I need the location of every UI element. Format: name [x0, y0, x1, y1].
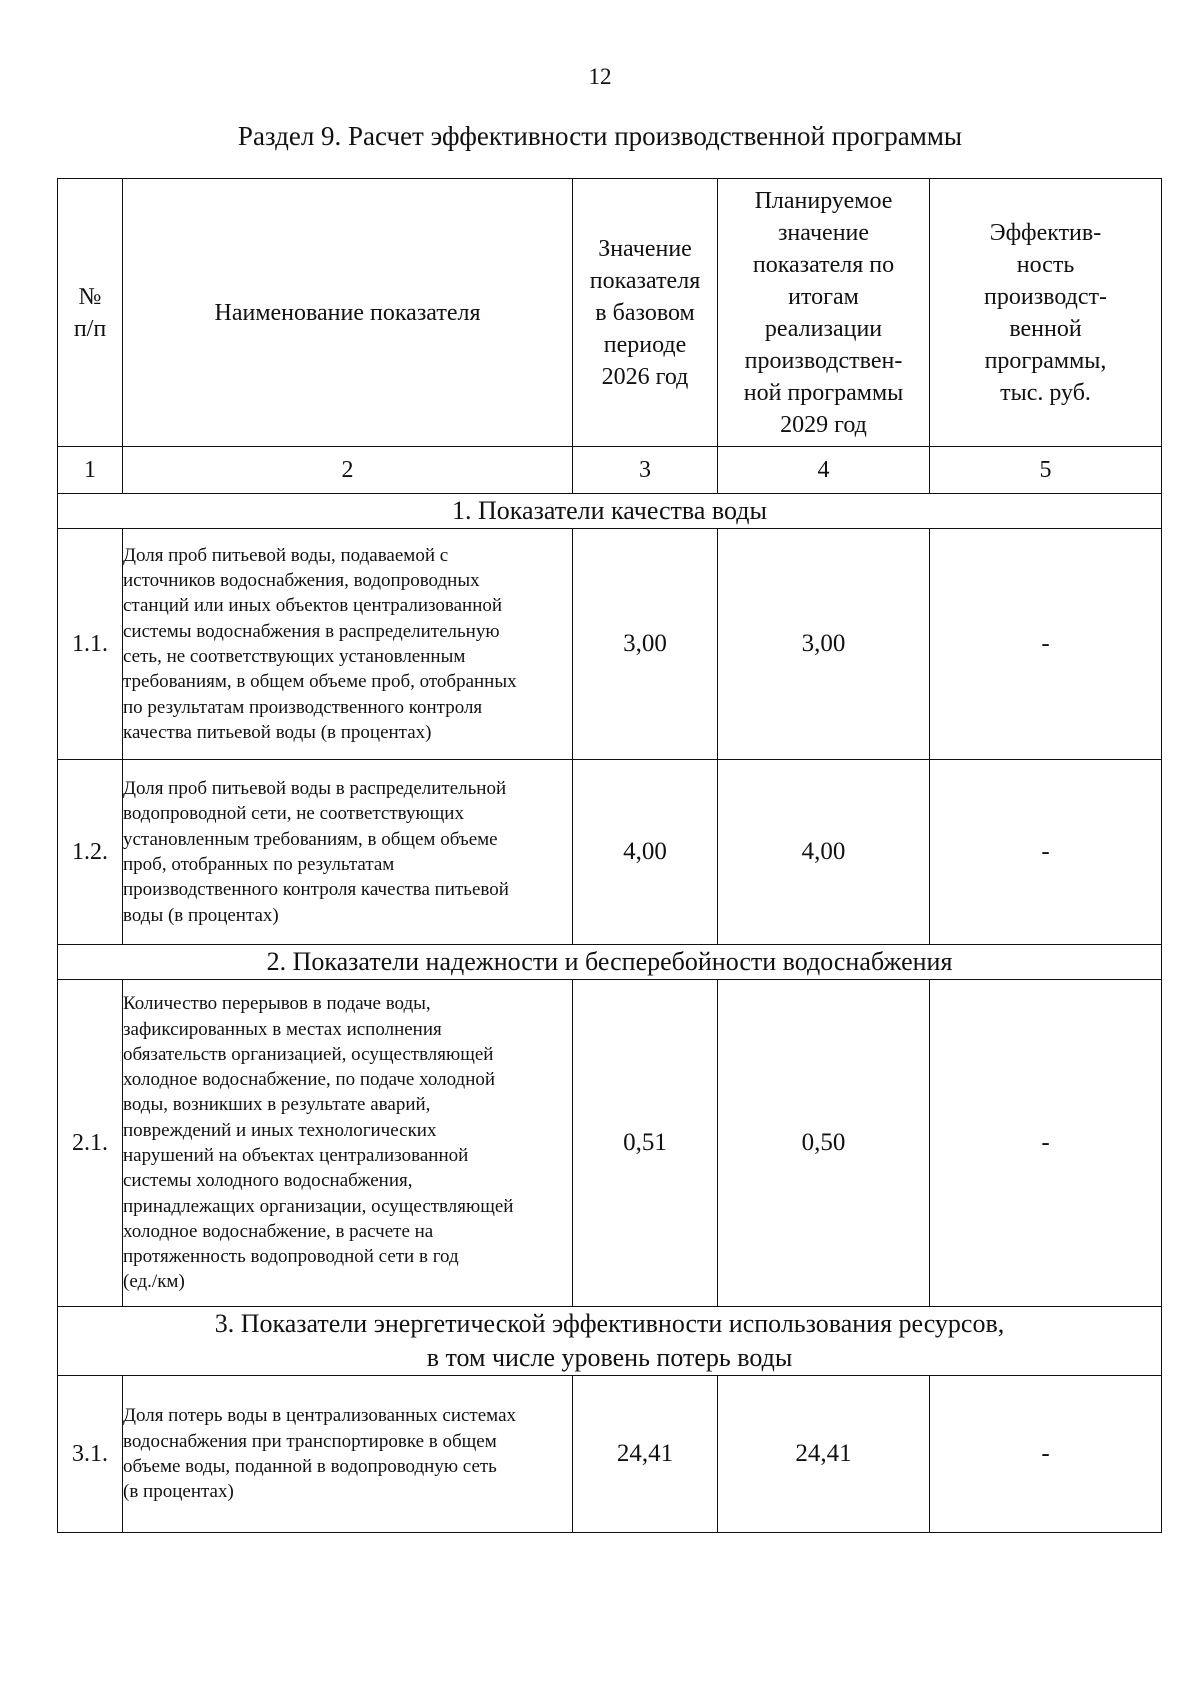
page-number: 12: [588, 64, 612, 89]
header-col-base-value: [573, 179, 718, 447]
text-line: нарушений на объектах централизованной: [123, 1145, 469, 1166]
text-line: повреждений и иных технологических: [123, 1119, 437, 1141]
text-line: 2026 год: [601, 363, 689, 390]
text-line: показателя: [589, 267, 701, 294]
column-number: 4: [718, 447, 930, 494]
planned-value: 0,50: [718, 980, 930, 1307]
category-title: [58, 1307, 1162, 1376]
text-line: (ед./км): [123, 1271, 185, 1293]
text-line: №: [78, 283, 102, 310]
column-number: 2: [123, 447, 573, 494]
column-number: 5: [930, 447, 1162, 494]
efficiency-value: -: [930, 529, 1162, 760]
column-number: 3: [573, 447, 718, 494]
row-number: 1.2.: [58, 760, 123, 945]
category-row: [58, 945, 1162, 980]
indicator-name: [123, 529, 573, 760]
header-col-efficiency: [930, 179, 1162, 447]
indicator-name: [123, 980, 573, 1307]
text-line: холодное водоснабжение, по подаче холодной: [123, 1069, 496, 1091]
text-line: проб, отобранных по результатам: [123, 854, 395, 875]
column-number-row: [58, 447, 1162, 494]
text-line: станций или иных объектов централизованной: [123, 595, 503, 617]
table-row: [58, 980, 1162, 1307]
base-value: 24,41: [573, 1376, 718, 1533]
header-row: [58, 179, 1162, 447]
text-line: 2. Показатели надежности и бесперебойности водоснабжения: [266, 947, 953, 976]
text-line: итогам: [788, 283, 859, 310]
text-line: венной: [1009, 315, 1082, 342]
text-line: в базовом: [595, 299, 695, 326]
text-line: производственного контроля качества питьевой: [123, 879, 509, 901]
base-value: 3,00: [573, 529, 718, 760]
text-line: Доля потерь воды в централизованных системах: [123, 1405, 516, 1427]
base-value: 4,00: [573, 760, 718, 945]
column-number: 1: [58, 447, 123, 494]
text-line: производствен-: [744, 347, 903, 374]
text-line: (в процентах): [123, 1481, 234, 1503]
text-line: показателя по: [752, 251, 895, 278]
text-line: водопроводной сети, не соответствующих: [123, 803, 464, 825]
text-line: в том числе уровень потерь воды: [426, 1343, 793, 1372]
text-line: значение: [777, 219, 870, 246]
planned-value: 24,41: [718, 1376, 930, 1533]
table-row: [58, 760, 1162, 945]
text-line: холодное водоснабжение, в расчете на: [123, 1220, 434, 1242]
efficiency-value: -: [930, 760, 1162, 945]
indicator-name: [123, 1376, 573, 1533]
table-row: [58, 1376, 1162, 1533]
category-row: [58, 1307, 1162, 1376]
text-line: установленным требованиям, в общем объеме: [123, 828, 498, 850]
header-col-name: [123, 179, 573, 447]
category-row: [58, 494, 1162, 529]
text-line: 3. Показатели энергетической эффективности использования ресурсов,: [214, 1309, 1005, 1338]
table-row: [58, 529, 1162, 760]
efficiency-table: [57, 178, 1162, 1533]
category-title: [58, 494, 1162, 529]
text-line: Доля проб питьевой воды в распределительной: [123, 778, 507, 800]
efficiency-value: -: [930, 980, 1162, 1307]
text-line: принадлежащих организации, осуществляющей: [123, 1195, 514, 1217]
text-line: производст-: [984, 283, 1107, 310]
text-line: 2029 год: [780, 411, 867, 438]
text-line: зафиксированных в местах исполнения: [123, 1018, 442, 1040]
text-line: программы,: [984, 347, 1107, 374]
text-line: ной программы: [743, 379, 904, 406]
text-line: Доля проб питьевой воды, подаваемой с: [123, 544, 449, 566]
text-line: 1. Показатели качества воды: [452, 496, 767, 525]
text-line: п/п: [73, 315, 107, 342]
text-line: обязательств организацией, осуществляющей: [123, 1043, 494, 1065]
text-line: требованиям, в общем объеме проб, отобранных: [123, 671, 517, 693]
text-line: водоснабжения при транспортировке в общем: [123, 1430, 497, 1452]
text-line: Количество перерывов в подаче воды,: [123, 993, 431, 1015]
category-title: [58, 945, 1162, 980]
text-line: системы водоснабжения в распределительную: [123, 620, 500, 642]
text-line: воды (в процентах): [123, 904, 279, 926]
text-line: сеть, не соответствующих установленным: [123, 646, 466, 667]
text-line: ность: [1016, 251, 1075, 278]
section-title: Раздел 9. Расчет эффективности производственной программы: [237, 121, 963, 151]
indicator-name: [123, 760, 573, 945]
text-line: Планируемое: [754, 187, 893, 214]
planned-value: 3,00: [718, 529, 930, 760]
text-line: качества питьевой воды (в процентах): [123, 721, 432, 743]
text-line: объеме воды, поданной в водопроводную сеть: [123, 1456, 497, 1477]
text-line: реализации: [764, 315, 883, 342]
text-line: протяженность водопроводной сети в год: [123, 1246, 459, 1268]
text-line: Эффектив-: [989, 219, 1102, 246]
row-number: 1.1.: [58, 529, 123, 760]
text-line: периоде: [603, 331, 687, 358]
header-col-number: [58, 179, 123, 447]
text-line: воды, возникших в результате аварий,: [123, 1094, 431, 1116]
efficiency-value: -: [930, 1376, 1162, 1533]
row-number: 3.1.: [58, 1376, 123, 1533]
text-line: Значение: [598, 235, 692, 262]
text-line: источников водоснабжения, водопроводных: [123, 570, 480, 592]
header-col-planned-value: [718, 179, 930, 447]
text-line: по результатам производственного контроля: [123, 696, 483, 718]
row-number: 2.1.: [58, 980, 123, 1307]
text-line: тыс. руб.: [1000, 379, 1091, 406]
text-line: системы холодного водоснабжения,: [123, 1170, 413, 1192]
planned-value: 4,00: [718, 760, 930, 945]
text-line: Наименование показателя: [214, 299, 481, 326]
base-value: 0,51: [573, 980, 718, 1307]
